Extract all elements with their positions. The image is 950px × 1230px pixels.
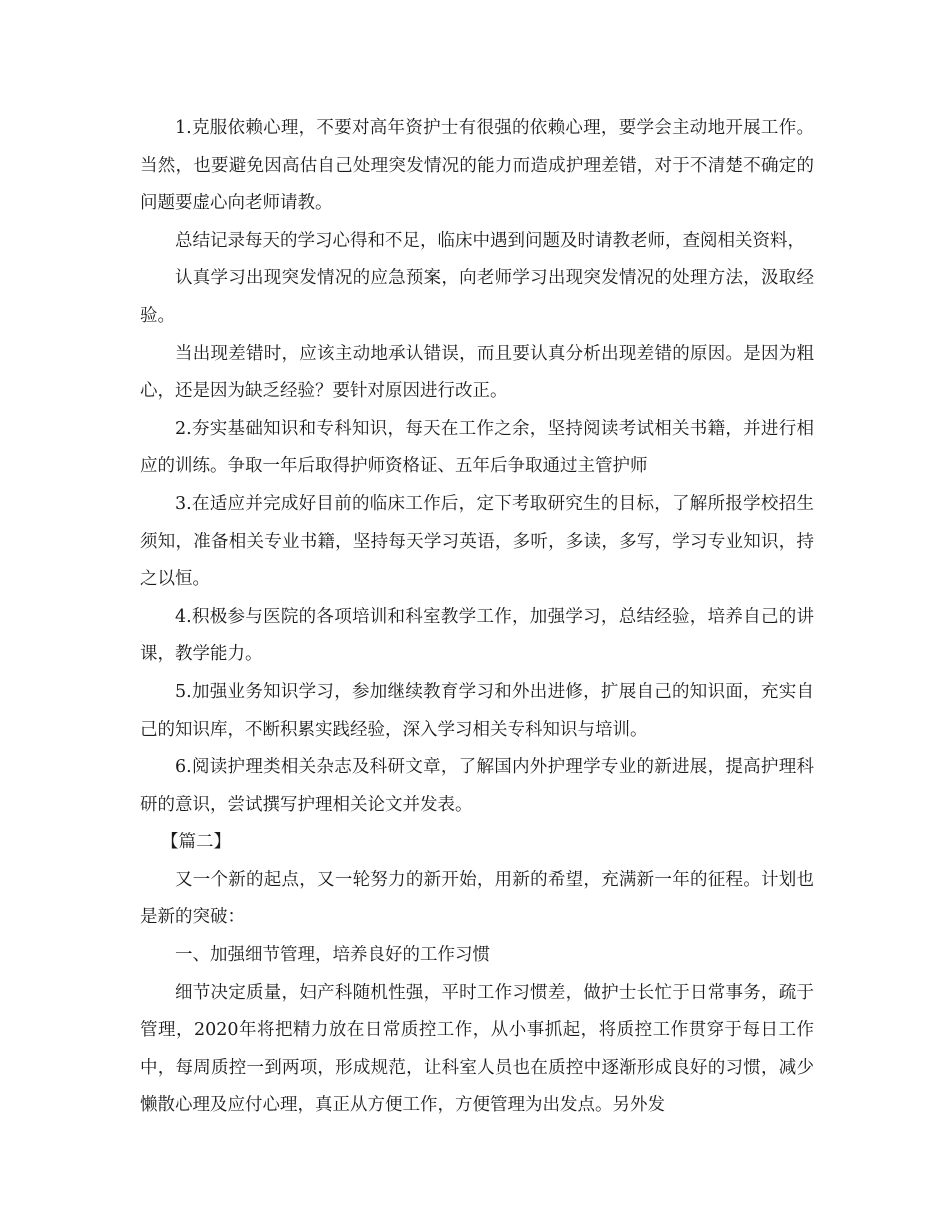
paragraph-2: 总结记录每天的学习心得和不足，临床中遇到问题及时请教老师，查阅相关资料， <box>175 230 805 251</box>
paragraph-5: 2.夯实基础知识和专科知识，每天在工作之余，坚持阅读考试相关书籍，并进行相应的训练。争取一年后取得护师资格证、五年后争取通过主管护师 <box>140 418 814 477</box>
paragraph-1: 1.克服依赖心理，不要对高年资护士有很强的依赖心理，要学会主动地开展工作。当然，也要避免因高估自己处理突发情况的能力而造成护理差错，对于不清楚不确定的问题要虚心向老师请教。 <box>140 118 814 214</box>
section-heading: 【篇二】 <box>161 832 231 853</box>
paragraph-4: 当出现差错时，应该主动地承认错误，而且要认真分析出现差错的原因。是因为粗心，还是因为缺乏经验？要针对原因进行改正。 <box>140 343 814 402</box>
paragraph-6: 3.在适应并完成好目前的临床工作后，定下考取研究生的目标，了解所报学校招生须知，准备相关专业书籍，坚持每天学习英语，多听，多读，多写，学习专业知识，持之以恒。 <box>140 493 814 590</box>
paragraph-3: 认真学习出现突发情况的应急预案，向老师学习出现突发情况的处理方法，汲取经验。 <box>140 268 814 326</box>
subheading-1: 一、加强细节管理，培养良好的工作习惯 <box>175 945 490 966</box>
paragraph-9: 6.阅读护理类相关杂志及科研文章，了解国内外护理学专业的新进展，提高护理科研的意识，尝试撰写护理相关论文并发表。 <box>140 757 814 815</box>
paragraph-8: 5.加强业务知识学习，参加继续教育学习和外出进修，扩展自己的知识面，充实自己的知识库，不断积累实践经验，深入学习相关专科知识与培训。 <box>140 681 814 740</box>
document-body <box>140 110 814 1125</box>
paragraph-11: 细节决定质量，妇产科随机性强，平时工作习惯差，做护士长忙于日常事务，疏于管理，2020年将把精力放在日常质控工作，从小事抓起，将质控工作贯穿于每日工作中，每周质控一到两项，形成规范，让科室人员也在质控中逐渐形成良好的习惯，减少懒散心理及应付心理，真正从方便工作，方便管理为出发点。另外发 <box>140 982 814 1116</box>
paragraph-7: 4.积极参与医院的各项培训和科室教学工作，加强学习，总结经验，培养自己的讲课，教学能力。 <box>140 606 814 665</box>
paragraph-10: 又一个新的起点，又一轮努力的新开始，用新的希望，充满新一年的征程。计划也是新的突破： <box>140 869 814 928</box>
